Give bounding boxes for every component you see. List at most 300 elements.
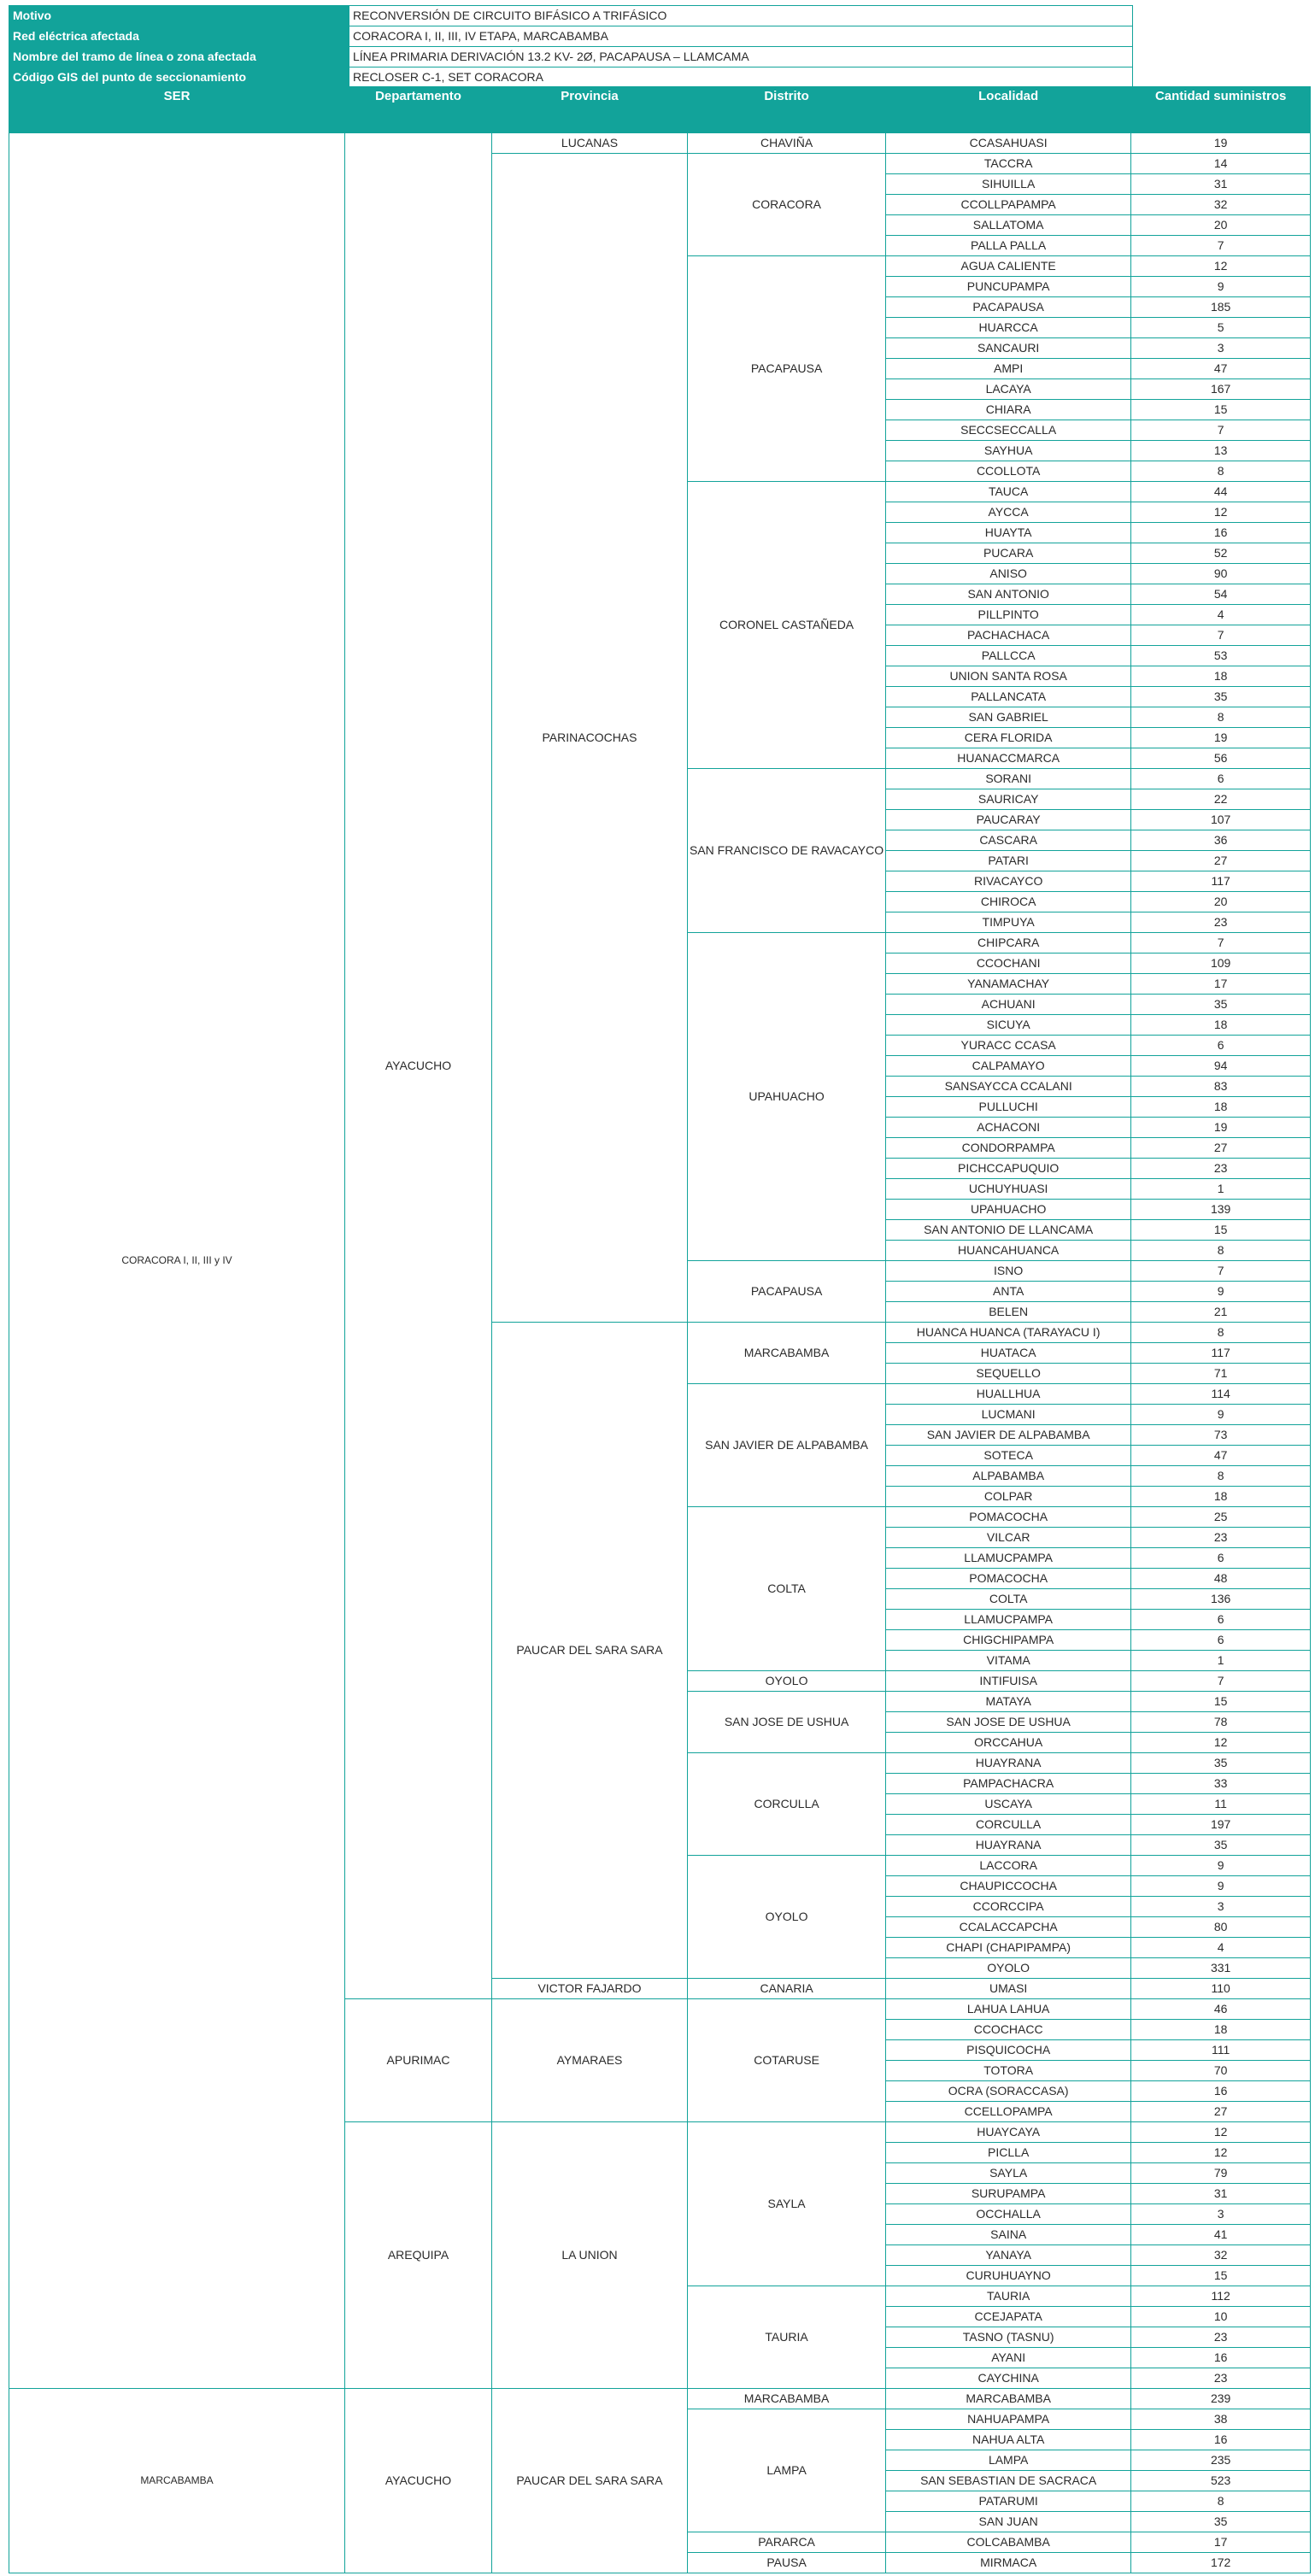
distrito-cell: OYOLO — [688, 1856, 886, 1979]
localidad-cell: PUCARA — [886, 543, 1131, 564]
info-row — [9, 26, 1133, 47]
localidad-cell: PICHCCAPUQUIO — [886, 1159, 1131, 1179]
localidad-cell: SOTECA — [886, 1446, 1131, 1466]
cantidad-cell: 19 — [1131, 1118, 1311, 1138]
localidad-cell: NAHUAPAMPA — [886, 2409, 1131, 2430]
distrito-cell: MARCABAMBA — [688, 1323, 886, 1384]
cantidad-cell: 20 — [1131, 215, 1311, 236]
localidad-cell: CAYCHINA — [886, 2368, 1131, 2389]
distrito-cell: SAYLA — [688, 2122, 886, 2286]
header-cantidad-label: Cantidad suministros — [1154, 89, 1287, 103]
cantidad-cell: 7 — [1131, 1671, 1311, 1692]
info-label: Motivo — [9, 6, 349, 26]
distrito-cell: SAN FRANCISCO DE RAVACAYCO — [688, 769, 886, 933]
cantidad-cell: 8 — [1131, 2491, 1311, 2512]
localidad-cell: OYOLO — [886, 1958, 1131, 1979]
cantidad-cell: 110 — [1131, 1979, 1311, 1999]
cantidad-cell: 48 — [1131, 1569, 1311, 1589]
cantidad-cell: 9 — [1131, 1876, 1311, 1897]
localidad-cell: ANISO — [886, 564, 1131, 584]
cantidad-cell: 71 — [1131, 1364, 1311, 1384]
provincia-cell: PAUCAR DEL SARA SARA — [492, 1323, 688, 1979]
info-label: Nombre del tramo de línea o zona afectada — [9, 47, 349, 67]
info-row — [9, 67, 1133, 88]
localidad-cell: HUAYRANA — [886, 1835, 1131, 1856]
cantidad-cell: 15 — [1131, 400, 1311, 420]
localidad-cell: YANAYA — [886, 2245, 1131, 2266]
cantidad-cell: 235 — [1131, 2450, 1311, 2471]
localidad-cell: LAHUA LAHUA — [886, 1999, 1131, 2020]
departamento-cell: AREQUIPA — [345, 2122, 492, 2389]
cantidad-cell: 23 — [1131, 2327, 1311, 2348]
localidad-cell: POMACOCHA — [886, 1507, 1131, 1528]
localidad-cell: SAYHUA — [886, 441, 1131, 461]
localidad-cell: CERA FLORIDA — [886, 728, 1131, 748]
localidad-cell: CCORCCIPA — [886, 1897, 1131, 1917]
localidad-cell: COLPAR — [886, 1487, 1131, 1507]
localidad-cell: HUANCAHUANCA — [886, 1241, 1131, 1261]
departamento-cell: AYACUCHO — [345, 2389, 492, 2573]
localidad-cell: SAN SEBASTIAN DE SACRACA — [886, 2471, 1131, 2491]
cantidad-cell: 54 — [1131, 584, 1311, 605]
cantidad-cell: 4 — [1131, 605, 1311, 625]
cantidad-cell: 12 — [1131, 2122, 1311, 2143]
localidad-cell: CCOCHACC — [886, 2020, 1131, 2040]
localidad-cell: PAMPACHACRA — [886, 1774, 1131, 1794]
cantidad-cell: 78 — [1131, 1712, 1311, 1733]
localidad-cell: MATAYA — [886, 1692, 1131, 1712]
info-row — [9, 6, 1133, 26]
localidad-cell: CCEJAPATA — [886, 2307, 1131, 2327]
localidad-cell: SANCAURI — [886, 338, 1131, 359]
localidad-cell: PULLUCHI — [886, 1097, 1131, 1118]
cantidad-cell: 15 — [1131, 1692, 1311, 1712]
localidad-cell: HUATACA — [886, 1343, 1131, 1364]
localidad-cell: CALPAMAYO — [886, 1056, 1131, 1077]
cantidad-cell: 7 — [1131, 420, 1311, 441]
localidad-cell: TACCRA — [886, 154, 1131, 174]
localidad-cell: HUAYCAYA — [886, 2122, 1131, 2143]
localidad-cell: TAUCA — [886, 482, 1131, 502]
cantidad-cell: 21 — [1131, 1302, 1311, 1323]
localidad-cell: SAN JOSE DE USHUA — [886, 1712, 1131, 1733]
localidad-cell: CHIROCA — [886, 892, 1131, 912]
localidad-cell: LACAYA — [886, 379, 1131, 400]
localidad-cell: AMPI — [886, 359, 1131, 379]
cantidad-cell: 79 — [1131, 2163, 1311, 2184]
table-row — [9, 2389, 1311, 2409]
localidad-cell: CHIARA — [886, 400, 1131, 420]
localidad-cell: LLAMUCPAMPA — [886, 1548, 1131, 1569]
localidad-cell: AYCCA — [886, 502, 1131, 523]
cantidad-cell: 523 — [1131, 2471, 1311, 2491]
info-body — [9, 6, 1133, 88]
cantidad-cell: 56 — [1131, 748, 1311, 769]
table-row — [9, 133, 1311, 154]
localidad-cell: SAN ANTONIO — [886, 584, 1131, 605]
cantidad-cell: 3 — [1131, 2204, 1311, 2225]
departamento-cell: APURIMAC — [345, 1999, 492, 2122]
distrito-cell: PACAPAUSA — [688, 256, 886, 482]
cantidad-cell: 6 — [1131, 769, 1311, 789]
localidad-cell: OCCHALLA — [886, 2204, 1131, 2225]
localidad-cell: PILLPINTO — [886, 605, 1131, 625]
localidad-cell: PAUCARAY — [886, 810, 1131, 830]
cantidad-cell: 16 — [1131, 523, 1311, 543]
localidad-cell: LUCMANI — [886, 1405, 1131, 1425]
header-localidad — [886, 87, 1131, 133]
header-ser — [9, 87, 345, 133]
cantidad-cell: 8 — [1131, 1323, 1311, 1343]
localidad-cell: HUAYTA — [886, 523, 1131, 543]
localidad-cell: YANAMACHAY — [886, 974, 1131, 995]
cantidad-cell: 9 — [1131, 1405, 1311, 1425]
info-value: RECONVERSIÓN DE CIRCUITO BIFÁSICO A TRIFÁSICO — [349, 6, 1133, 26]
localidad-cell: TASNO (TASNU) — [886, 2327, 1131, 2348]
localidad-cell: SANSAYCCA CCALANI — [886, 1077, 1131, 1097]
cantidad-cell: 9 — [1131, 1856, 1311, 1876]
cantidad-cell: 44 — [1131, 482, 1311, 502]
localidad-cell: VITAMA — [886, 1651, 1131, 1671]
cantidad-cell: 7 — [1131, 1261, 1311, 1282]
cantidad-cell: 185 — [1131, 297, 1311, 318]
cantidad-cell: 16 — [1131, 2430, 1311, 2450]
localidad-cell: ACHACONI — [886, 1118, 1131, 1138]
localidad-cell: MARCABAMBA — [886, 2389, 1131, 2409]
cantidad-cell: 23 — [1131, 1159, 1311, 1179]
cantidad-cell: 18 — [1131, 1097, 1311, 1118]
info-value: CORACORA I, II, III, IV ETAPA, MARCABAMBA — [349, 26, 1133, 47]
localidad-cell: LLAMUCPAMPA — [886, 1610, 1131, 1630]
provincia-cell: LA UNION — [492, 2122, 688, 2389]
distrito-cell: UPAHUACHO — [688, 933, 886, 1261]
localidad-cell: HUALLHUA — [886, 1384, 1131, 1405]
cantidad-cell: 16 — [1131, 2081, 1311, 2102]
cantidad-cell: 7 — [1131, 933, 1311, 954]
localidad-cell: CHIPCARA — [886, 933, 1131, 954]
distrito-cell: TAURIA — [688, 2286, 886, 2389]
header-departamento-label: Departamento — [375, 89, 461, 103]
distrito-cell: CORCULLA — [688, 1753, 886, 1856]
ser-cell: CORACORA I, II, III y IV — [9, 133, 345, 2389]
cantidad-cell: 52 — [1131, 543, 1311, 564]
cantidad-cell: 19 — [1131, 133, 1311, 154]
provincia-cell: VICTOR FAJARDO — [492, 1979, 688, 1999]
localidad-cell: SURUPAMPA — [886, 2184, 1131, 2204]
cantidad-cell: 139 — [1131, 1200, 1311, 1220]
localidad-cell: TIMPUYA — [886, 912, 1131, 933]
distrito-cell: CANARIA — [688, 1979, 886, 1999]
cantidad-cell: 136 — [1131, 1589, 1311, 1610]
cantidad-cell: 80 — [1131, 1917, 1311, 1938]
provincia-cell: PAUCAR DEL SARA SARA — [492, 2389, 688, 2573]
cantidad-cell: 53 — [1131, 646, 1311, 666]
cantidad-cell: 14 — [1131, 154, 1311, 174]
cantidad-cell: 8 — [1131, 707, 1311, 728]
localidad-cell: ORCCAHUA — [886, 1733, 1131, 1753]
cantidad-cell: 9 — [1131, 1282, 1311, 1302]
cantidad-cell: 35 — [1131, 2512, 1311, 2532]
header-row — [9, 87, 1311, 133]
localidad-cell: YURACC CCASA — [886, 1036, 1131, 1056]
localidad-cell: AGUA CALIENTE — [886, 256, 1131, 277]
cantidad-cell: 197 — [1131, 1815, 1311, 1835]
cantidad-cell: 41 — [1131, 2225, 1311, 2245]
info-value: LÍNEA PRIMARIA DERIVACIÓN 13.2 KV- 2Ø, PACAPAUSA – LLAMCAMA — [349, 47, 1133, 67]
cantidad-cell: 35 — [1131, 1753, 1311, 1774]
cantidad-cell: 15 — [1131, 2266, 1311, 2286]
distrito-cell: OYOLO — [688, 1671, 886, 1692]
distrito-cell: PARARCA — [688, 2532, 886, 2553]
cantidad-cell: 23 — [1131, 1528, 1311, 1548]
localidad-cell: BELEN — [886, 1302, 1131, 1323]
localidad-cell: HUAYRANA — [886, 1753, 1131, 1774]
departamento-cell: AYACUCHO — [345, 133, 492, 1999]
cantidad-cell: 32 — [1131, 2245, 1311, 2266]
localidad-cell: HUARCCA — [886, 318, 1131, 338]
localidad-cell: CORCULLA — [886, 1815, 1131, 1835]
cantidad-cell: 117 — [1131, 871, 1311, 892]
localidad-cell: CHIGCHIPAMPA — [886, 1630, 1131, 1651]
supply-table — [9, 86, 1311, 2573]
info-row — [9, 47, 1133, 67]
localidad-cell: RIVACAYCO — [886, 871, 1131, 892]
distrito-cell: PACAPAUSA — [688, 1261, 886, 1323]
localidad-cell: NAHUA ALTA — [886, 2430, 1131, 2450]
cantidad-cell: 12 — [1131, 502, 1311, 523]
cantidad-cell: 12 — [1131, 2143, 1311, 2163]
cantidad-cell: 27 — [1131, 851, 1311, 871]
header-distrito — [688, 87, 886, 133]
localidad-cell: LAMPA — [886, 2450, 1131, 2471]
cantidad-cell: 31 — [1131, 174, 1311, 195]
distrito-cell: SAN JOSE DE USHUA — [688, 1692, 886, 1753]
cantidad-cell: 5 — [1131, 318, 1311, 338]
localidad-cell: PALLA PALLA — [886, 236, 1131, 256]
distrito-cell: LAMPA — [688, 2409, 886, 2532]
localidad-cell: SAN ANTONIO DE LLANCAMA — [886, 1220, 1131, 1241]
localidad-cell: CCELLOPAMPA — [886, 2102, 1131, 2122]
localidad-cell: INTIFUISA — [886, 1671, 1131, 1692]
localidad-cell: UPAHUACHO — [886, 1200, 1131, 1220]
cantidad-cell: 9 — [1131, 277, 1311, 297]
cantidad-cell: 239 — [1131, 2389, 1311, 2409]
provincia-cell: PARINACOCHAS — [492, 154, 688, 1323]
distrito-cell: CORACORA — [688, 154, 886, 256]
cantidad-cell: 4 — [1131, 1938, 1311, 1958]
localidad-cell: VILCAR — [886, 1528, 1131, 1548]
localidad-cell: CHAPI (CHAPIPAMPA) — [886, 1938, 1131, 1958]
cantidad-cell: 17 — [1131, 974, 1311, 995]
localidad-cell: ALPABAMBA — [886, 1466, 1131, 1487]
localidad-cell: CASCARA — [886, 830, 1131, 851]
cantidad-cell: 27 — [1131, 1138, 1311, 1159]
localidad-cell: SAURICAY — [886, 789, 1131, 810]
cantidad-cell: 36 — [1131, 830, 1311, 851]
cantidad-cell: 12 — [1131, 256, 1311, 277]
cantidad-cell: 25 — [1131, 1507, 1311, 1528]
cantidad-cell: 23 — [1131, 912, 1311, 933]
cantidad-cell: 8 — [1131, 461, 1311, 482]
localidad-cell: CHAUPICCOCHA — [886, 1876, 1131, 1897]
distrito-cell: SAN JAVIER DE ALPABAMBA — [688, 1384, 886, 1507]
cantidad-cell: 172 — [1131, 2553, 1311, 2573]
localidad-cell: SAN JUAN — [886, 2512, 1131, 2532]
ser-cell: MARCABAMBA — [9, 2389, 345, 2573]
cantidad-cell: 73 — [1131, 1425, 1311, 1446]
localidad-cell: PACHACHACA — [886, 625, 1131, 646]
localidad-cell: PATARUMI — [886, 2491, 1131, 2512]
cantidad-cell: 8 — [1131, 1241, 1311, 1261]
localidad-cell: MIRMACA — [886, 2553, 1131, 2573]
localidad-cell: PUNCUPAMPA — [886, 277, 1131, 297]
header-ser-label: SER — [163, 89, 191, 103]
cantidad-cell: 31 — [1131, 2184, 1311, 2204]
info-table — [9, 5, 1133, 88]
header-provincia-label: Provincia — [561, 89, 619, 103]
localidad-cell: UCHUYHUASI — [886, 1179, 1131, 1200]
localidad-cell: ANTA — [886, 1282, 1131, 1302]
cantidad-cell: 38 — [1131, 2409, 1311, 2430]
cantidad-cell: 6 — [1131, 1548, 1311, 1569]
cantidad-cell: 8 — [1131, 1466, 1311, 1487]
header-localidad-label: Localidad — [978, 89, 1039, 103]
cantidad-cell: 1 — [1131, 1179, 1311, 1200]
localidad-cell: SECCSECCALLA — [886, 420, 1131, 441]
cantidad-cell: 70 — [1131, 2061, 1311, 2081]
localidad-cell: ACHUANI — [886, 995, 1131, 1015]
distrito-cell: PAUSA — [688, 2553, 886, 2573]
cantidad-cell: 3 — [1131, 1897, 1311, 1917]
localidad-cell: PICLLA — [886, 2143, 1131, 2163]
cantidad-cell: 111 — [1131, 2040, 1311, 2061]
cantidad-cell: 94 — [1131, 1056, 1311, 1077]
distrito-cell: CORONEL CASTAÑEDA — [688, 482, 886, 769]
cantidad-cell: 32 — [1131, 195, 1311, 215]
localidad-cell: SAINA — [886, 2225, 1131, 2245]
cantidad-cell: 109 — [1131, 954, 1311, 974]
localidad-cell: CCOCHANI — [886, 954, 1131, 974]
cantidad-cell: 117 — [1131, 1343, 1311, 1364]
header-departamento — [345, 87, 492, 133]
provincia-cell: AYMARAES — [492, 1999, 688, 2122]
localidad-cell: PALLANCATA — [886, 687, 1131, 707]
cantidad-cell: 20 — [1131, 892, 1311, 912]
distrito-cell: CHAVIÑA — [688, 133, 886, 154]
distrito-cell: MARCABAMBA — [688, 2389, 886, 2409]
localidad-cell: CCASAHUASI — [886, 133, 1131, 154]
info-value: RECLOSER C-1, SET CORACORA — [349, 67, 1133, 88]
localidad-cell: USCAYA — [886, 1794, 1131, 1815]
supply-body — [9, 133, 1311, 2573]
localidad-cell: LACCORA — [886, 1856, 1131, 1876]
localidad-cell: CCALACCAPCHA — [886, 1917, 1131, 1938]
cantidad-cell: 167 — [1131, 379, 1311, 400]
localidad-cell: OCRA (SORACCASA) — [886, 2081, 1131, 2102]
cantidad-cell: 23 — [1131, 2368, 1311, 2389]
cantidad-cell: 6 — [1131, 1630, 1311, 1651]
cantidad-cell: 17 — [1131, 2532, 1311, 2553]
cantidad-cell: 112 — [1131, 2286, 1311, 2307]
cantidad-cell: 35 — [1131, 995, 1311, 1015]
cantidad-cell: 107 — [1131, 810, 1311, 830]
cantidad-cell: 18 — [1131, 666, 1311, 687]
cantidad-cell: 33 — [1131, 1774, 1311, 1794]
localidad-cell: PACAPAUSA — [886, 297, 1131, 318]
cantidad-cell: 18 — [1131, 2020, 1311, 2040]
cantidad-cell: 11 — [1131, 1794, 1311, 1815]
localidad-cell: ISNO — [886, 1261, 1131, 1282]
cantidad-cell: 13 — [1131, 441, 1311, 461]
cantidad-cell: 10 — [1131, 2307, 1311, 2327]
cantidad-cell: 6 — [1131, 1610, 1311, 1630]
localidad-cell: UMASI — [886, 1979, 1131, 1999]
cantidad-cell: 19 — [1131, 728, 1311, 748]
localidad-cell: CONDORPAMPA — [886, 1138, 1131, 1159]
localidad-cell: UNION SANTA ROSA — [886, 666, 1131, 687]
localidad-cell: PALLCCA — [886, 646, 1131, 666]
cantidad-cell: 46 — [1131, 1999, 1311, 2020]
cantidad-cell: 7 — [1131, 625, 1311, 646]
localidad-cell: SALLATOMA — [886, 215, 1131, 236]
info-label: Código GIS del punto de seccionamiento — [9, 67, 349, 88]
cantidad-cell: 47 — [1131, 1446, 1311, 1466]
localidad-cell: COLTA — [886, 1589, 1131, 1610]
localidad-cell: SAYLA — [886, 2163, 1131, 2184]
localidad-cell: PATARI — [886, 851, 1131, 871]
cantidad-cell: 22 — [1131, 789, 1311, 810]
localidad-cell: SEQUELLO — [886, 1364, 1131, 1384]
localidad-cell: PISQUICOCHA — [886, 2040, 1131, 2061]
cantidad-cell: 114 — [1131, 1384, 1311, 1405]
localidad-cell: HUANACCMARCA — [886, 748, 1131, 769]
distrito-cell: COTARUSE — [688, 1999, 886, 2122]
localidad-cell: COLCABAMBA — [886, 2532, 1131, 2553]
localidad-cell: CCOLLPAPAMPA — [886, 195, 1131, 215]
localidad-cell: SIHUILLA — [886, 174, 1131, 195]
header-cantidad — [1131, 87, 1311, 133]
cantidad-cell: 83 — [1131, 1077, 1311, 1097]
localidad-cell: AYANI — [886, 2348, 1131, 2368]
info-label: Red eléctrica afectada — [9, 26, 349, 47]
localidad-cell: HUANCA HUANCA (TARAYACU I) — [886, 1323, 1131, 1343]
cantidad-cell: 90 — [1131, 564, 1311, 584]
cantidad-cell: 27 — [1131, 2102, 1311, 2122]
provincia-cell: LUCANAS — [492, 133, 688, 154]
header-distrito-label: Distrito — [764, 89, 809, 103]
cantidad-cell: 1 — [1131, 1651, 1311, 1671]
localidad-cell: TOTORA — [886, 2061, 1131, 2081]
cantidad-cell: 6 — [1131, 1036, 1311, 1056]
cantidad-cell: 7 — [1131, 236, 1311, 256]
localidad-cell: SAN GABRIEL — [886, 707, 1131, 728]
localidad-cell: SAN JAVIER DE ALPABAMBA — [886, 1425, 1131, 1446]
localidad-cell: SICUYA — [886, 1015, 1131, 1036]
localidad-cell: CCOLLOTA — [886, 461, 1131, 482]
cantidad-cell: 12 — [1131, 1733, 1311, 1753]
cantidad-cell: 35 — [1131, 687, 1311, 707]
localidad-cell: CURUHUAYNO — [886, 2266, 1131, 2286]
header-provincia — [492, 87, 688, 133]
localidad-cell: TAURIA — [886, 2286, 1131, 2307]
cantidad-cell: 15 — [1131, 1220, 1311, 1241]
distrito-cell: COLTA — [688, 1507, 886, 1671]
cantidad-cell: 18 — [1131, 1015, 1311, 1036]
localidad-cell: POMACOCHA — [886, 1569, 1131, 1589]
cantidad-cell: 331 — [1131, 1958, 1311, 1979]
cantidad-cell: 35 — [1131, 1835, 1311, 1856]
localidad-cell: SORANI — [886, 769, 1131, 789]
